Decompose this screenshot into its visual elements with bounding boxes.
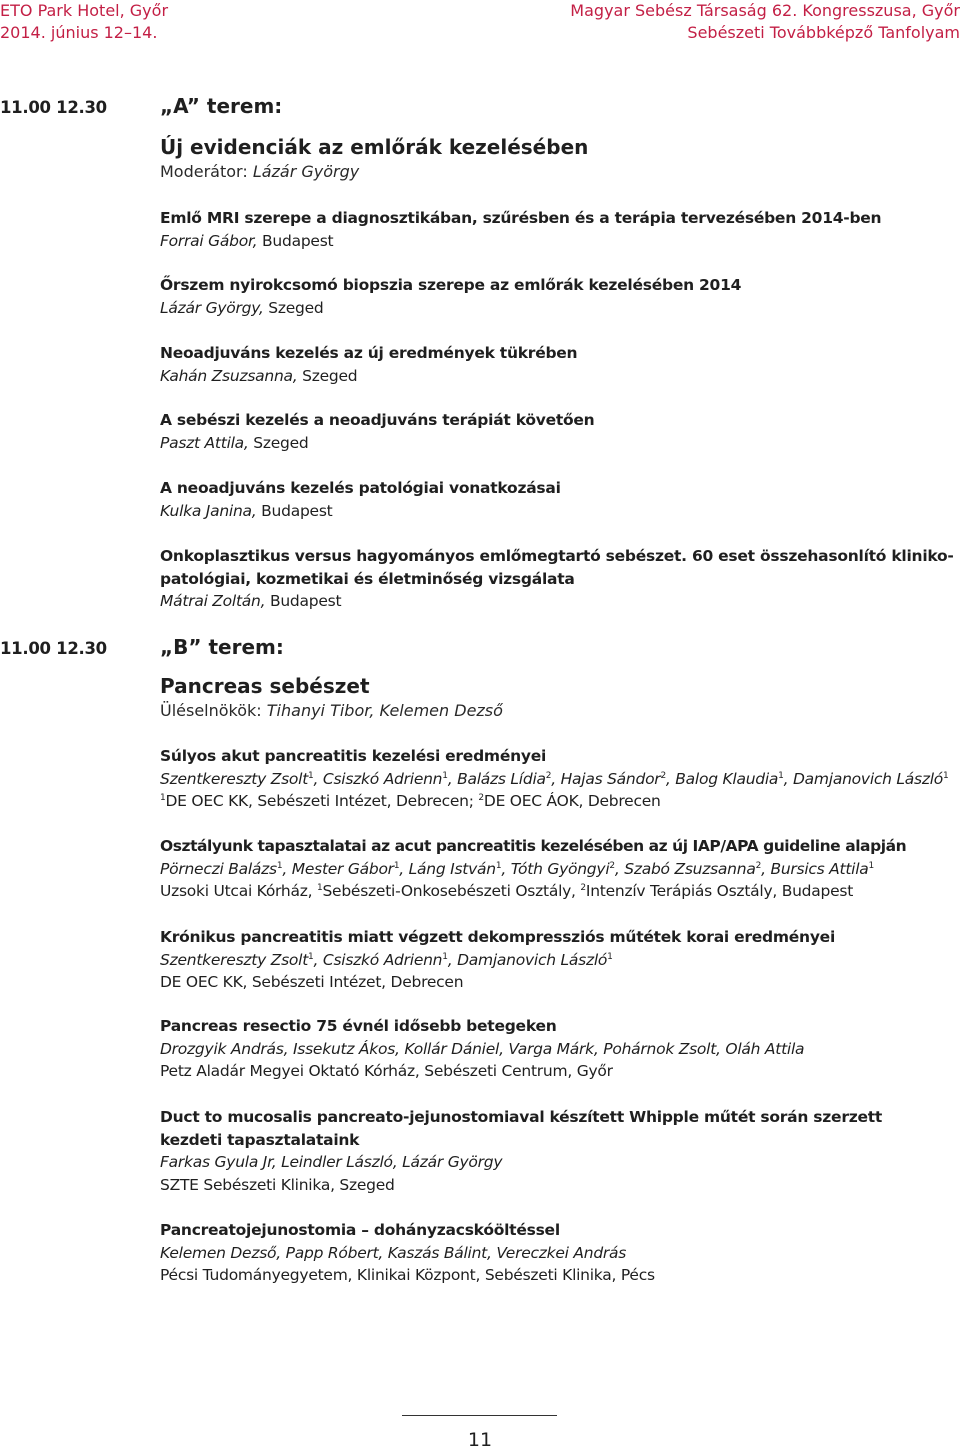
talk-author: Mátrai Zoltán, Budapest — [160, 592, 342, 610]
page-number: 11 — [467, 1429, 493, 1451]
session-b-room: „B” terem: — [160, 635, 284, 659]
talk-b3 — [160, 926, 960, 994]
session-a-time: 11.00 12.30 — [0, 98, 107, 117]
talk-affiliation: SZTE Sebészeti Klinika, Szeged — [160, 1175, 395, 1194]
talk-title: Onkoplasztikus versus hagyományos emlőmegtartó sebészet. 60 eset összehasonlító kliniko-patológiai, kozmetikai és életminőség vizsgálata — [160, 547, 954, 588]
session-a-title: Új evidenciák az emlőrák kezelésében — [160, 135, 589, 159]
talk-a6 — [160, 545, 960, 613]
date-text: 2014. június 12–14. — [0, 23, 158, 42]
talk-title: Duct to mucosalis pancreato-jejunostomiaval készített Whipple műtét során szerzett kezdeti tapasztalataink — [160, 1108, 883, 1149]
talk-b5 — [160, 1106, 920, 1196]
talk-b6 — [160, 1219, 960, 1287]
header-right — [570, 0, 960, 44]
session-a-moderator — [160, 162, 960, 182]
moderator-name: Lázár György — [252, 162, 360, 181]
course-title: Sebészeti Továbbképző Tanfolyam — [687, 23, 960, 42]
talk-authors: Pörneczi Balázs$^1$, Mester Gábor$^1$, Láng István$^1$, Tóth Gyöngyi$^2$, Szabó Zsuzsanna$^2$, Bursics Attila$^1$ — [160, 859, 875, 878]
footer-divider — [402, 1415, 557, 1416]
talk-author: Paszt Attila, Szeged — [160, 433, 309, 452]
talk-b1 — [160, 745, 960, 813]
moderator-label: Moderátor: — [160, 162, 253, 181]
talk-author: Lázár György, Szeged — [160, 298, 324, 317]
chairs-label: Üléselnökök: — [160, 701, 267, 720]
congress-title: Magyar Sebész Társaság 62. Kongresszusa, Győr — [570, 1, 960, 20]
talk-authors: Szentkereszty Zsolt$^1$, Csiszkó Adrienn$^1$, Balázs Lídia$^2$, Hajas Sándor$^2$, Balog Klaudia$^1$, Damjanovich László$^1$ — [160, 769, 949, 788]
session-b-header — [160, 674, 960, 721]
chairs-names: Tihanyi Tibor, Kelemen Dezső — [266, 701, 503, 720]
talk-affiliation: DE OEC KK, Sebészeti Intézet, Debrecen — [160, 973, 464, 991]
talk-title: Neoadjuváns kezelés az új eredmények tükrében — [160, 344, 578, 362]
talk-a3 — [160, 342, 960, 387]
session-b-time: 11.00 12.30 — [0, 639, 107, 658]
talk-author: Kulka Janina, Budapest — [160, 501, 333, 520]
talk-title: Súlyos akut pancreatitis kezelési eredményei — [160, 747, 547, 765]
talk-title: A sebészi kezelés a neoadjuváns terápiát követően — [160, 411, 595, 429]
talk-author: Kahán Zsuzsanna, Szeged — [160, 366, 358, 385]
talk-b2 — [160, 835, 960, 903]
talk-a2 — [160, 274, 960, 319]
talk-affiliation: Pécsi Tudományegyetem, Klinikai Központ, Sebészeti Klinika, Pécs — [160, 1266, 655, 1284]
talk-title: A neoadjuváns kezelés patológiai vonatkozásai — [160, 479, 561, 497]
talk-title: Osztályunk tapasztalatai az acut pancreatitis kezelésében az új IAP/APA guideline alapján — [160, 837, 907, 855]
talk-title: Emlő MRI szerepe a diagnosztikában, szűrésben és a terápia tervezésében 2014-ben — [160, 209, 882, 227]
session-a-header — [160, 135, 960, 182]
talk-title: Őrszem nyirokcsomó biopszia szerepe az emlőrák kezelésében 2014 — [160, 276, 742, 294]
talk-a4 — [160, 409, 960, 454]
talk-affiliation: $^1$DE OEC KK, Sebészeti Intézet, Debrecen; $^2$DE OEC ÁOK, Debrecen — [160, 792, 661, 810]
session-b-title: Pancreas sebészet — [160, 674, 370, 698]
talk-title: Pancreatojejunostomia – dohányzacskóöltéssel — [160, 1221, 560, 1239]
talk-affiliation: Petz Aladár Megyei Oktató Kórház, Sebészeti Centrum, Győr — [160, 1062, 613, 1080]
talk-authors: Szentkereszty Zsolt$^1$, Csiszkó Adrienn$^1$, Damjanovich László$^1$ — [160, 950, 613, 969]
talk-authors: Farkas Gyula Jr, Leindler László, Lázár György — [160, 1153, 503, 1171]
talk-authors: Kelemen Dezső, Papp Róbert, Kaszás Bálint, Vereczkei András — [160, 1243, 627, 1262]
session-a-room: „A” terem: — [160, 94, 283, 118]
talk-author: Forrai Gábor, Budapest — [160, 231, 334, 250]
talk-title: Krónikus pancreatitis miatt végzett dekompressziós műtétek korai eredményei — [160, 928, 836, 946]
header-left — [0, 0, 168, 44]
session-b-chairs — [160, 701, 960, 721]
talk-a1 — [160, 207, 960, 252]
talk-a5 — [160, 477, 960, 522]
talk-affiliation: Uzsoki Utcai Kórház, $^1$Sebészeti-Onkosebészeti Osztály, $^2$Intenzív Terápiás Osztály, Budapest — [160, 882, 854, 900]
talk-b4 — [160, 1015, 960, 1083]
talk-authors: Drozgyik András, Issekutz Ákos, Kollár Dániel, Varga Márk, Pohárnok Zsolt, Oláh Attila — [160, 1039, 805, 1058]
venue-text: ETO Park Hotel, Győr — [0, 1, 169, 20]
talk-title: Pancreas resectio 75 évnél idősebb betegeken — [160, 1017, 557, 1035]
